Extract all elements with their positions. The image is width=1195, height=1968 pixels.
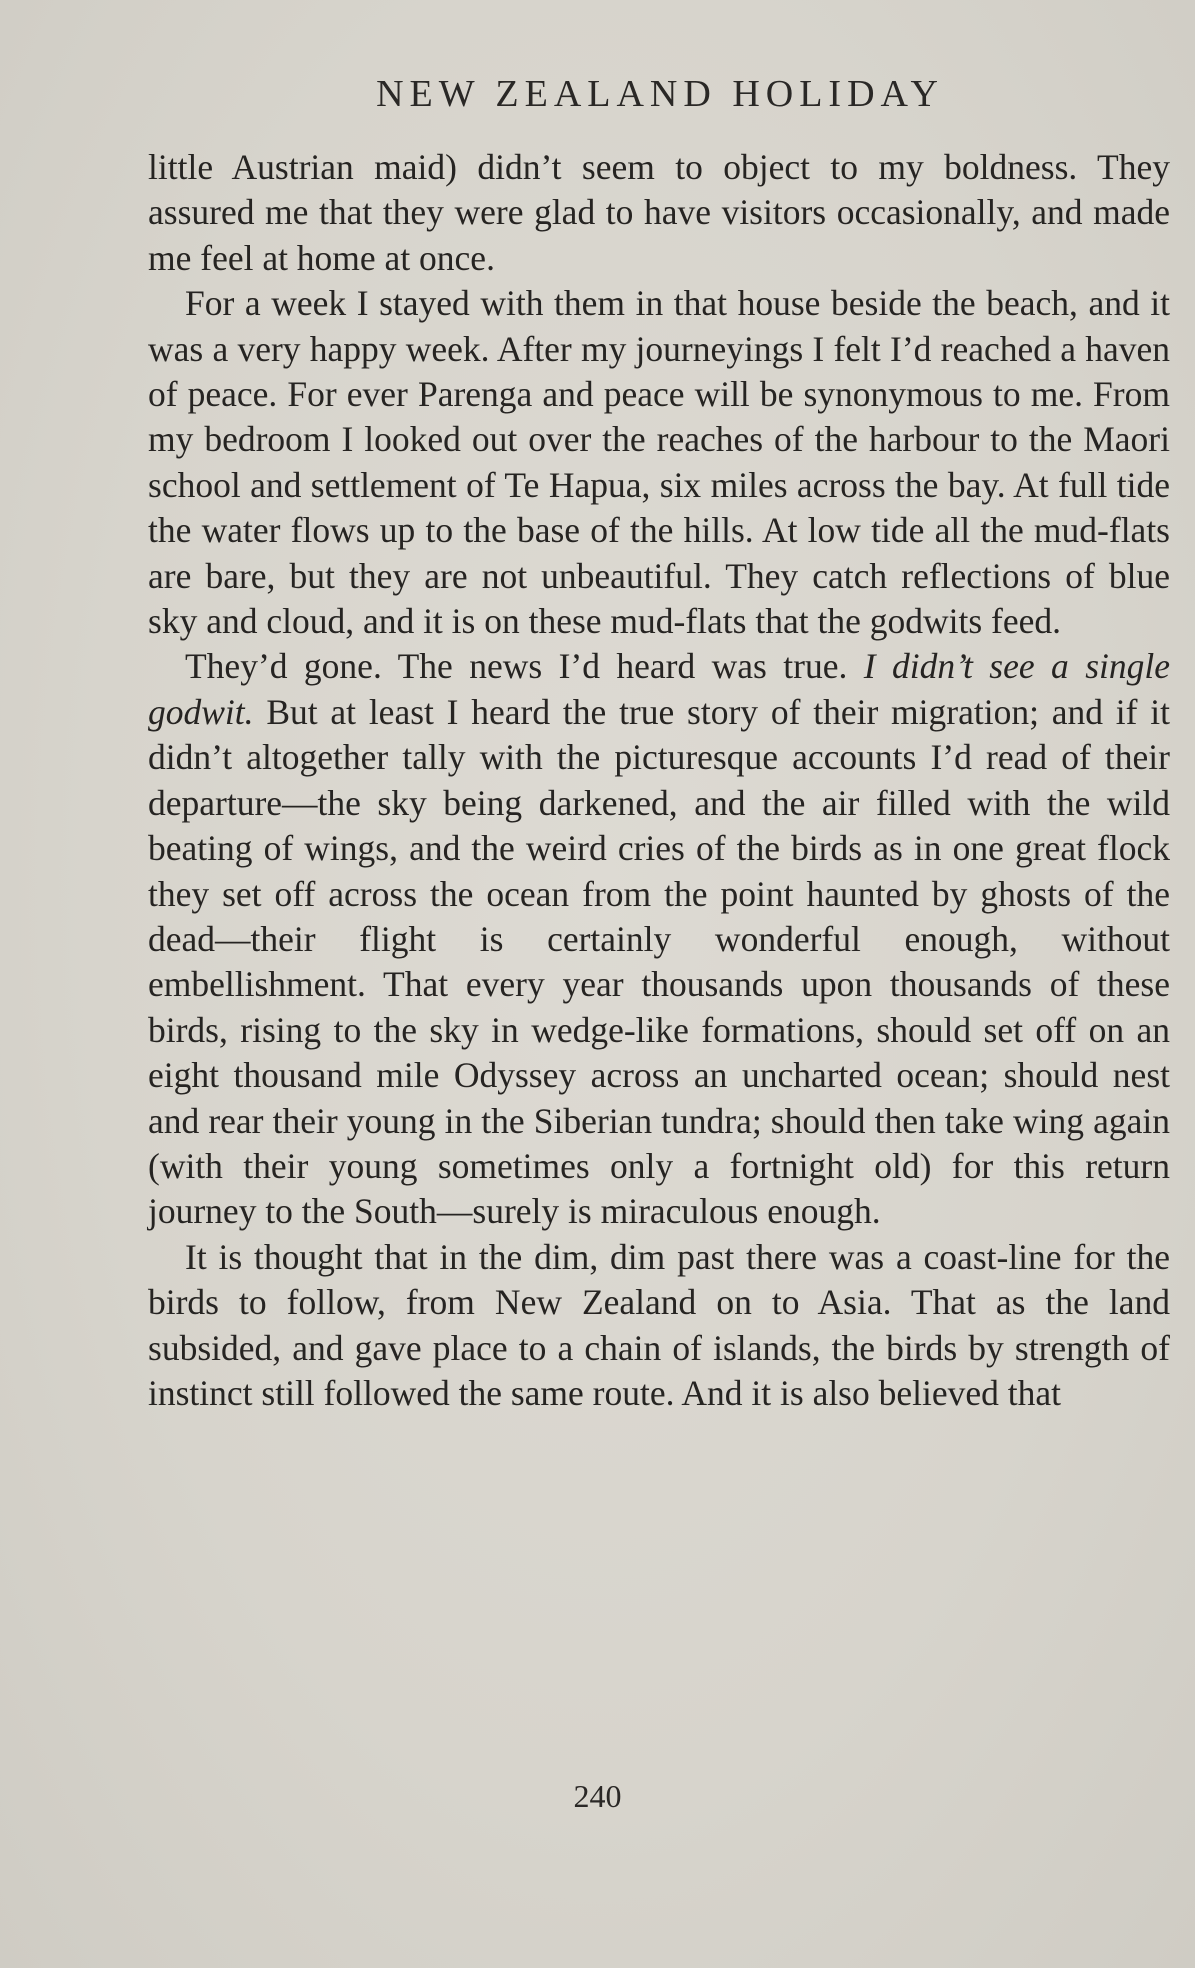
paragraph-3-italic: I didn’t see a single godwit. [148,646,1170,732]
page-number: 240 [573,1778,622,1814]
running-head: NEW ZEALAND HOLIDAY [376,73,944,115]
paragraph-3 [148,644,1170,1234]
paragraph-3-end: But at least I heard the true story of their migration; and if it didn’t altogether tally with the picturesque accounts I’d read of their departure—the sky being darkened, and the air filled with the wild beating of wings, and the weird cries of the birds as in one great flock they set off across the ocean from the point haunted by ghosts of the dead—their flight is certainly wonderful enough, without embellishment. That every year thousands upon thousands of these birds, rising to the sky in wedge-like formations, should set off on an eight thousand mile Odyssey across an uncharted ocean; should nest and rear their young in the Siberian tundra; should then take wing again (with their young sometimes only a fortnight old) for this return journey to the South—surely is miraculous enough. [148,691,1170,1232]
paragraph-1: little Austrian maid) didn’t seem to object to my boldness. They assured me that they were glad to have visitors occasionally, and made me feel at home at once. [148,147,1170,278]
paragraph-2: For a week I stayed with them in that house beside the beach, and it was a very happy week. After my journeyings I felt I’d reached a haven of peace. For ever Parenga and peace will be synonymous to me. From my bedroom I looked out over the reaches of the harbour to the Maori school and settlement of Te Hapua, six miles across the bay. At full tide the water flows up to the base of the hills. At low tide all the mud-flats are bare, but they are not unbeautiful. They catch reflections of blue sky and cloud, and it is on these mud-flats that the godwits feed. [148,283,1170,642]
paragraph-4: It is thought that in the dim, dim past there was a coast-line for the birds to follow, from New Zealand on to Asia. That as the land subsided, and gave place to a chain of islands, the birds by strength of instinct still followed the same route. And it is also believed that [148,1236,1170,1413]
body-text [148,145,1170,1416]
paragraph-3-start: They’d gone. The news I’d heard was true. [185,646,864,687]
